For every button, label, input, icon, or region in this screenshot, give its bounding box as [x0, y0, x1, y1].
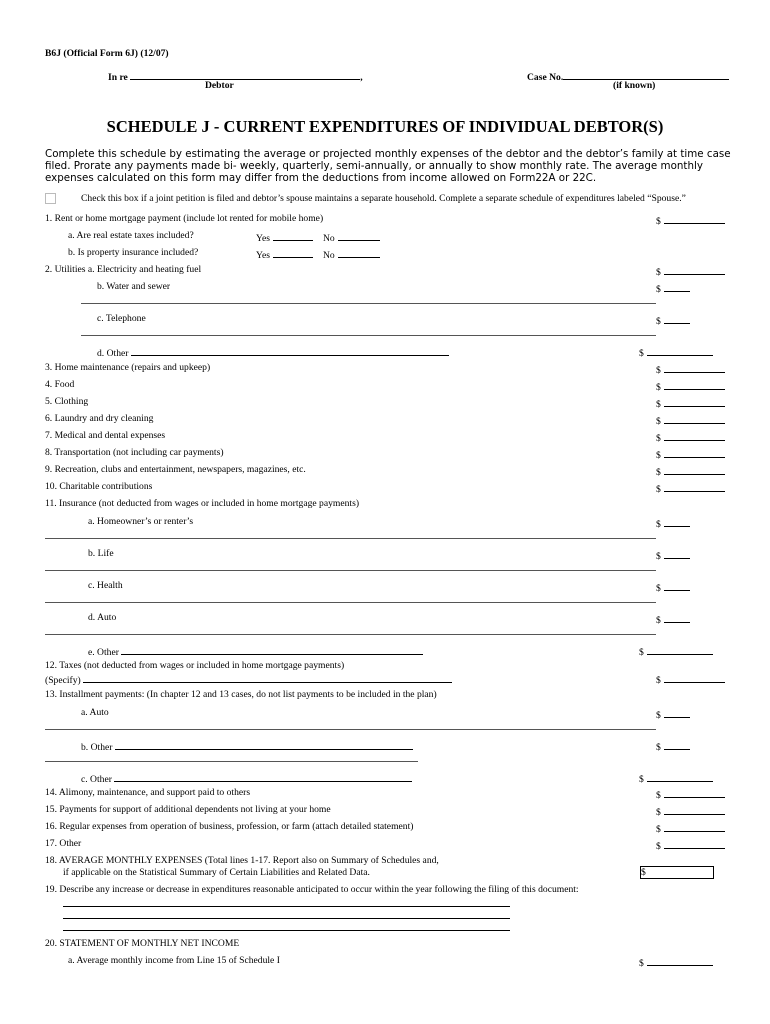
line-11c-amount-field[interactable] — [664, 581, 690, 591]
line-12-amount-field[interactable] — [664, 673, 725, 683]
intro-line-1: Complete this schedule by estimating the average or projected monthly expenses of the debtor and the debtor’s family at time case — [45, 148, 731, 160]
line-1b-no: No — [323, 248, 380, 261]
line-1a-no: No — [323, 231, 380, 244]
line-2c-amount-field[interactable] — [664, 314, 690, 324]
line-2c-label: c. Telephone — [97, 313, 146, 324]
line-2d-amount-field[interactable] — [647, 346, 713, 356]
line-2c-amount: $ — [656, 314, 690, 327]
line-1-amount-field[interactable] — [664, 214, 725, 224]
line-18-total-box[interactable] — [640, 866, 714, 879]
line-15-label: 15. Payments for support of additional dependents not living at your home — [45, 804, 331, 815]
line-13a-amount: $ — [656, 708, 690, 721]
line-11e-amount: $ — [639, 645, 713, 658]
line-20a-amount-field[interactable] — [647, 956, 713, 966]
line-3-label: 3. Home maintenance (repairs and upkeep) — [45, 362, 211, 373]
line-1b-no-field[interactable] — [338, 248, 380, 258]
line-12-amount: $ — [656, 673, 725, 686]
line-12-specify: (Specify) — [45, 673, 452, 686]
line-15-amount-field[interactable] — [664, 805, 725, 815]
line-13a-rule[interactable] — [45, 729, 656, 730]
line-7-amount-field[interactable] — [664, 431, 725, 441]
line-16-amount: $ — [656, 822, 725, 835]
line-13c-specify-field[interactable] — [114, 772, 412, 782]
line-16-label: 16. Regular expenses from operation of business, profession, or farm (attach detailed statement) — [45, 821, 414, 832]
debtor-label: Debtor — [205, 80, 234, 91]
line-14-amount: $ — [656, 788, 725, 801]
line-2c-rule[interactable] — [81, 335, 656, 336]
line-11d-rule[interactable] — [45, 634, 656, 635]
line-2d-amount: $ — [639, 346, 713, 359]
line-9-amount-field[interactable] — [664, 465, 725, 475]
line-13c-amount: $ — [639, 772, 713, 785]
line-3-amount-field[interactable] — [664, 363, 725, 373]
line-11a-label: a. Homeowner’s or renter’s — [88, 516, 194, 527]
line-11a-rule[interactable] — [45, 538, 656, 539]
line-1a-yes-field[interactable] — [273, 231, 313, 241]
line-11e-label: e. Other — [88, 645, 423, 658]
line-11-label: 11. Insurance (not deducted from wages or included in home mortgage payments) — [45, 498, 360, 509]
line-6-amount: $ — [656, 414, 725, 427]
line-2d-label: d. Other — [97, 346, 449, 359]
line-1-label: 1. Rent or home mortgage payment (include lot rented for mobile home) — [45, 213, 324, 224]
line-11c-rule[interactable] — [45, 602, 656, 603]
line-5-amount: $ — [656, 397, 725, 410]
line-17-amount: $ — [656, 839, 725, 852]
line-10-label: 10. Charitable contributions — [45, 481, 153, 492]
line-2b-label: b. Water and sewer — [97, 281, 171, 292]
line-8-label: 8. Transportation (not including car payments) — [45, 447, 224, 458]
form-id: B6J (Official Form 6J) (12/07) — [45, 48, 169, 59]
line-20a-label: a. Average monthly income from Line 15 of Schedule I — [68, 955, 280, 966]
line-10-amount-field[interactable] — [664, 482, 725, 492]
line-15-amount: $ — [656, 805, 725, 818]
line-19-description-1[interactable] — [63, 906, 510, 907]
line-1a-label: a. Are real estate taxes included? — [68, 230, 194, 241]
line-13b-amount: $ — [656, 740, 690, 753]
line-2b-rule[interactable] — [81, 303, 656, 304]
line-2d-specify-field[interactable] — [131, 346, 449, 356]
line-11c-amount: $ — [656, 581, 690, 594]
line-11b-label: b. Life — [88, 548, 114, 559]
line-20a-amount: $ — [639, 956, 713, 969]
line-13a-amount-field[interactable] — [664, 708, 690, 718]
line-6-amount-field[interactable] — [664, 414, 725, 424]
joint-petition-checkbox[interactable] — [45, 193, 56, 204]
line-3-amount: $ — [656, 363, 725, 376]
line-11a-amount-field[interactable] — [664, 517, 690, 527]
line-17-label: 17. Other — [45, 838, 82, 849]
line-13c-label: c. Other — [81, 772, 412, 785]
line-19-description-3[interactable] — [63, 930, 510, 931]
line-2a-label: 2. Utilities a. Electricity and heating fuel — [45, 264, 202, 275]
line-11c-label: c. Health — [88, 580, 123, 591]
line-11b-amount: $ — [656, 549, 690, 562]
page-title: SCHEDULE J - CURRENT EXPENDITURES OF INDIVIDUAL DEBTOR(S) — [106, 117, 664, 136]
line-5-amount-field[interactable] — [664, 397, 725, 407]
case-no-label: Case No. — [527, 72, 564, 83]
intro-line-3: expenses calculated on this form may differ from the deductions from income allowed on Form22A or 22C. — [45, 172, 597, 184]
line-17-amount-field[interactable] — [664, 839, 725, 849]
line-10-amount: $ — [656, 482, 725, 495]
line-2a-amount-field[interactable] — [664, 265, 725, 275]
line-11d-label: d. Auto — [88, 612, 117, 623]
line-1b-label: b. Is property insurance included? — [68, 247, 199, 258]
if-known-label: (if known) — [613, 80, 656, 91]
line-9-amount: $ — [656, 465, 725, 478]
line-13c-amount-field[interactable] — [647, 772, 713, 782]
line-2b-amount-field[interactable] — [664, 282, 690, 292]
line-1b-yes-field[interactable] — [273, 248, 313, 258]
line-13b-rule[interactable] — [45, 761, 418, 762]
line-9-label: 9. Recreation, clubs and entertainment, newspapers, magazines, etc. — [45, 464, 306, 475]
line-19-description-2[interactable] — [63, 918, 510, 919]
line-7-label: 7. Medical and dental expenses — [45, 430, 166, 441]
line-8-amount-field[interactable] — [664, 448, 725, 458]
line-13b-specify-field[interactable] — [115, 740, 413, 750]
line-5-label: 5. Clothing — [45, 396, 89, 407]
case-no-field[interactable] — [563, 70, 729, 80]
line-14-amount-field[interactable] — [664, 788, 725, 798]
line-11b-rule[interactable] — [45, 570, 656, 571]
line-11b-amount-field[interactable] — [664, 549, 690, 559]
line-18-label: 18. AVERAGE MONTHLY EXPENSES (Total lines 1-17. Report also on Summary of Schedules and, — [45, 855, 439, 866]
line-11d-amount-field[interactable] — [664, 613, 690, 623]
line-2b-amount: $ — [656, 282, 690, 295]
line-1a-no-field[interactable] — [338, 231, 380, 241]
line-19-label: 19. Describe any increase or decrease in expenditures reasonable anticipated to occur within the year following the filing of this document: — [45, 884, 579, 895]
line-4-amount-field[interactable] — [664, 380, 725, 390]
line-11e-specify-field[interactable] — [121, 645, 423, 655]
line-12-label: 12. Taxes (not deducted from wages or included in home mortgage payments) — [45, 660, 345, 671]
in-re-label: In re — [108, 72, 128, 83]
line-11e-amount-field[interactable] — [647, 645, 713, 655]
line-1b-yes: Yes — [256, 248, 313, 261]
line-18-label-cont: if applicable on the Statistical Summary of Certain Liabilities and Related Data. — [63, 867, 370, 878]
line-18-dollar: $ — [641, 867, 646, 878]
line-13-label: 13. Installment payments: (In chapter 12 and 13 cases, do not list payments to be included in the plan) — [45, 689, 437, 700]
line-6-label: 6. Laundry and dry cleaning — [45, 413, 154, 424]
line-16-amount-field[interactable] — [664, 822, 725, 832]
line-13a-label: a. Auto — [81, 707, 109, 718]
line-4-amount: $ — [656, 380, 725, 393]
in-re-line: In re , — [108, 72, 363, 83]
line-11a-amount: $ — [656, 517, 690, 530]
line-14-label: 14. Alimony, maintenance, and support paid to others — [45, 787, 251, 798]
line-1-amount: $ — [656, 214, 725, 227]
line-4-label: 4. Food — [45, 379, 75, 390]
debtor-name-field[interactable] — [130, 70, 360, 80]
line-13b-label: b. Other — [81, 740, 413, 753]
intro-line-2: filed. Prorate any payments made bi- weekly, quarterly, semi-annually, or annually to show monthly rate. The average monthly — [45, 160, 703, 172]
line-12-specify-field[interactable] — [83, 673, 452, 683]
line-8-amount: $ — [656, 448, 725, 461]
line-13b-amount-field[interactable] — [664, 740, 690, 750]
line-1a-yes: Yes — [256, 231, 313, 244]
line-2a-amount: $ — [656, 265, 725, 278]
joint-petition-text: Check this box if a joint petition is filed and debtor’s spouse maintains a separate household. Complete a separate schedule of expenditures labeled “Spouse.” — [81, 193, 686, 204]
line-7-amount: $ — [656, 431, 725, 444]
line-11d-amount: $ — [656, 613, 690, 626]
line-20-label: 20. STATEMENT OF MONTHLY NET INCOME — [45, 938, 240, 949]
